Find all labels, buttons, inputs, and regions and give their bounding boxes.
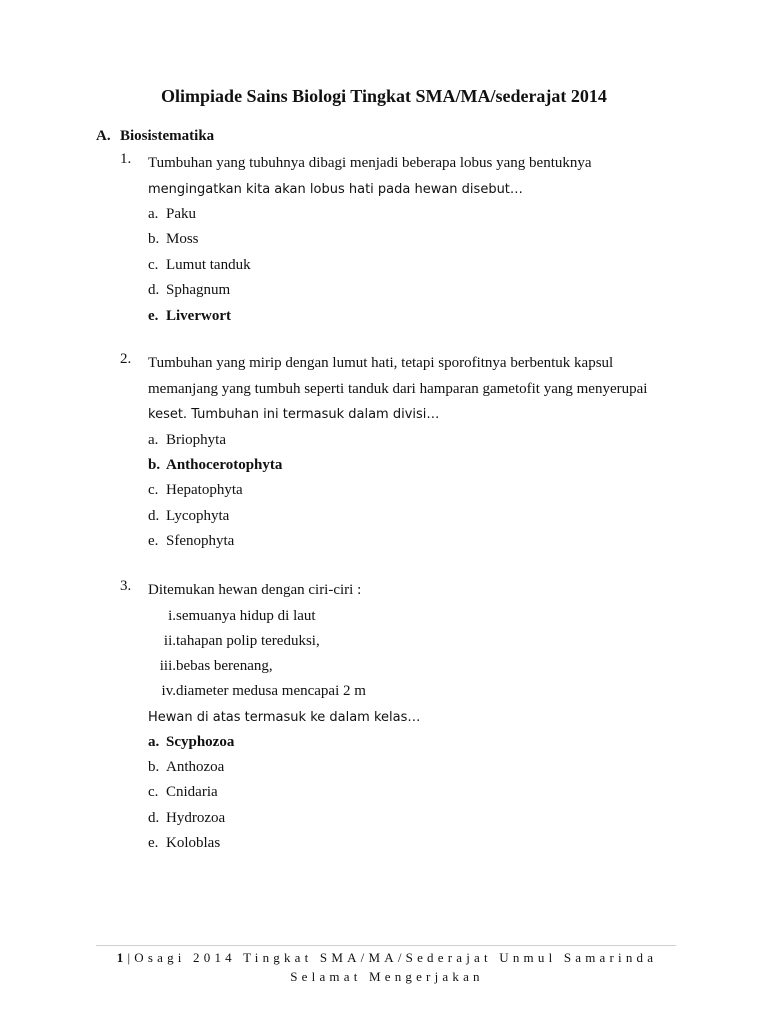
option-text: Moss xyxy=(166,231,199,248)
stem-line: Ditemukan hewan dengan ciri-ciri : xyxy=(148,582,362,598)
question-stem xyxy=(148,351,674,428)
page-number: 1 xyxy=(116,950,128,965)
option-list xyxy=(120,428,674,555)
option-letter: b. xyxy=(148,759,160,776)
option-b xyxy=(148,755,674,780)
option-letter: c. xyxy=(148,482,159,499)
option-text: Koloblas xyxy=(166,835,221,852)
question-number: 3. xyxy=(120,578,132,594)
criteria-item xyxy=(148,654,674,679)
option-letter: e. xyxy=(148,307,159,324)
option-text: Hydrozoa xyxy=(166,809,226,826)
option-e-answer xyxy=(148,304,674,329)
criteria-item xyxy=(148,604,674,629)
option-letter: b. xyxy=(148,231,160,248)
roman-numeral: ii. xyxy=(163,632,176,649)
option-list xyxy=(120,202,674,329)
option-d xyxy=(148,806,674,831)
section-heading xyxy=(96,128,214,145)
question-3 xyxy=(120,578,674,857)
option-letter: d. xyxy=(148,507,160,524)
question-2 xyxy=(120,351,674,554)
stem-line: keset. Tumbuhan ini termasuk dalam divisi… xyxy=(148,407,440,422)
option-d xyxy=(148,504,674,529)
option-letter: e. xyxy=(148,835,159,852)
option-d xyxy=(148,278,674,303)
option-letter: a. xyxy=(148,431,159,448)
roman-numeral: iii. xyxy=(159,658,176,675)
criteria-text: semuanya hidup di laut xyxy=(176,607,316,624)
criteria-item xyxy=(148,629,674,654)
option-letter: e. xyxy=(148,533,159,550)
option-text: Cnidaria xyxy=(166,784,218,801)
criteria-list xyxy=(120,604,674,705)
option-text: Liverwort xyxy=(166,307,231,324)
option-a xyxy=(148,202,674,227)
option-text: Anthocerotophyta xyxy=(166,456,283,473)
section-label: A. xyxy=(96,128,111,144)
criteria-text: tahapan polip tereduksi, xyxy=(176,632,320,649)
option-b xyxy=(148,227,674,252)
option-c xyxy=(148,780,674,805)
option-text: Scyphozoa xyxy=(166,733,235,750)
option-b-answer xyxy=(148,453,674,478)
question-number: 2. xyxy=(120,351,132,367)
option-a-answer xyxy=(148,730,674,755)
question-1 xyxy=(120,151,674,329)
option-text: Anthozoa xyxy=(166,759,225,776)
option-text: Briophyta xyxy=(166,431,226,448)
option-text: Lycophyta xyxy=(166,507,230,524)
option-list xyxy=(120,730,674,857)
section-name: Biosistematika xyxy=(120,128,215,144)
option-letter: d. xyxy=(148,809,160,826)
criteria-item xyxy=(148,679,674,704)
option-c xyxy=(148,253,674,278)
page-title: Olimpiade Sains Biologi Tingkat SMA/MA/sederajat 2014 xyxy=(161,86,607,106)
stem-line: mengingatkan kita akan lobus hati pada hewan disebut… xyxy=(148,181,523,197)
option-e xyxy=(148,831,674,856)
option-e xyxy=(148,529,674,554)
option-c xyxy=(148,478,674,503)
footer-line-2: Selamat Mengerjakan xyxy=(290,969,484,984)
question-number: 1. xyxy=(120,151,132,167)
option-a xyxy=(148,428,674,453)
question-prompt: Hewan di atas termasuk ke dalam kelas… xyxy=(148,709,421,725)
option-letter: d. xyxy=(148,282,160,299)
roman-numeral: iv. xyxy=(161,683,176,700)
option-text: Hepatophyta xyxy=(166,482,243,499)
roman-numeral: i. xyxy=(168,607,176,624)
stem-line: Tumbuhan yang mirip dengan lumut hati, tetapi sporofitnya berbentuk kapsul xyxy=(148,355,614,371)
option-letter: a. xyxy=(148,733,160,750)
option-text: Sphagnum xyxy=(166,282,231,299)
option-letter: b. xyxy=(148,456,161,473)
question-stem xyxy=(148,151,674,202)
footer-line-1: Osagi 2014 Tingkat SMA/MA/Sederajat Unmul Samarinda xyxy=(134,950,658,965)
stem-line: Tumbuhan yang tubuhnya dibagi menjadi beberapa lobus yang bentuknya xyxy=(148,155,592,171)
option-text: Paku xyxy=(166,206,196,222)
criteria-text: bebas berenang, xyxy=(176,658,273,675)
option-letter: a. xyxy=(148,206,159,222)
footer-divider xyxy=(96,945,676,946)
option-letter: c. xyxy=(148,784,159,801)
page-footer xyxy=(92,948,682,986)
option-text: Lumut tanduk xyxy=(166,256,251,273)
option-letter: c. xyxy=(148,256,159,273)
criteria-text: diameter medusa mencapai 2 m xyxy=(176,683,366,700)
option-text: Sfenophyta xyxy=(166,533,235,550)
footer-separator: | xyxy=(127,950,135,965)
question-stem xyxy=(148,578,674,604)
stem-line: memanjang yang tumbuh seperti tanduk dari hamparan gametofit yang menyerupai xyxy=(148,380,648,397)
